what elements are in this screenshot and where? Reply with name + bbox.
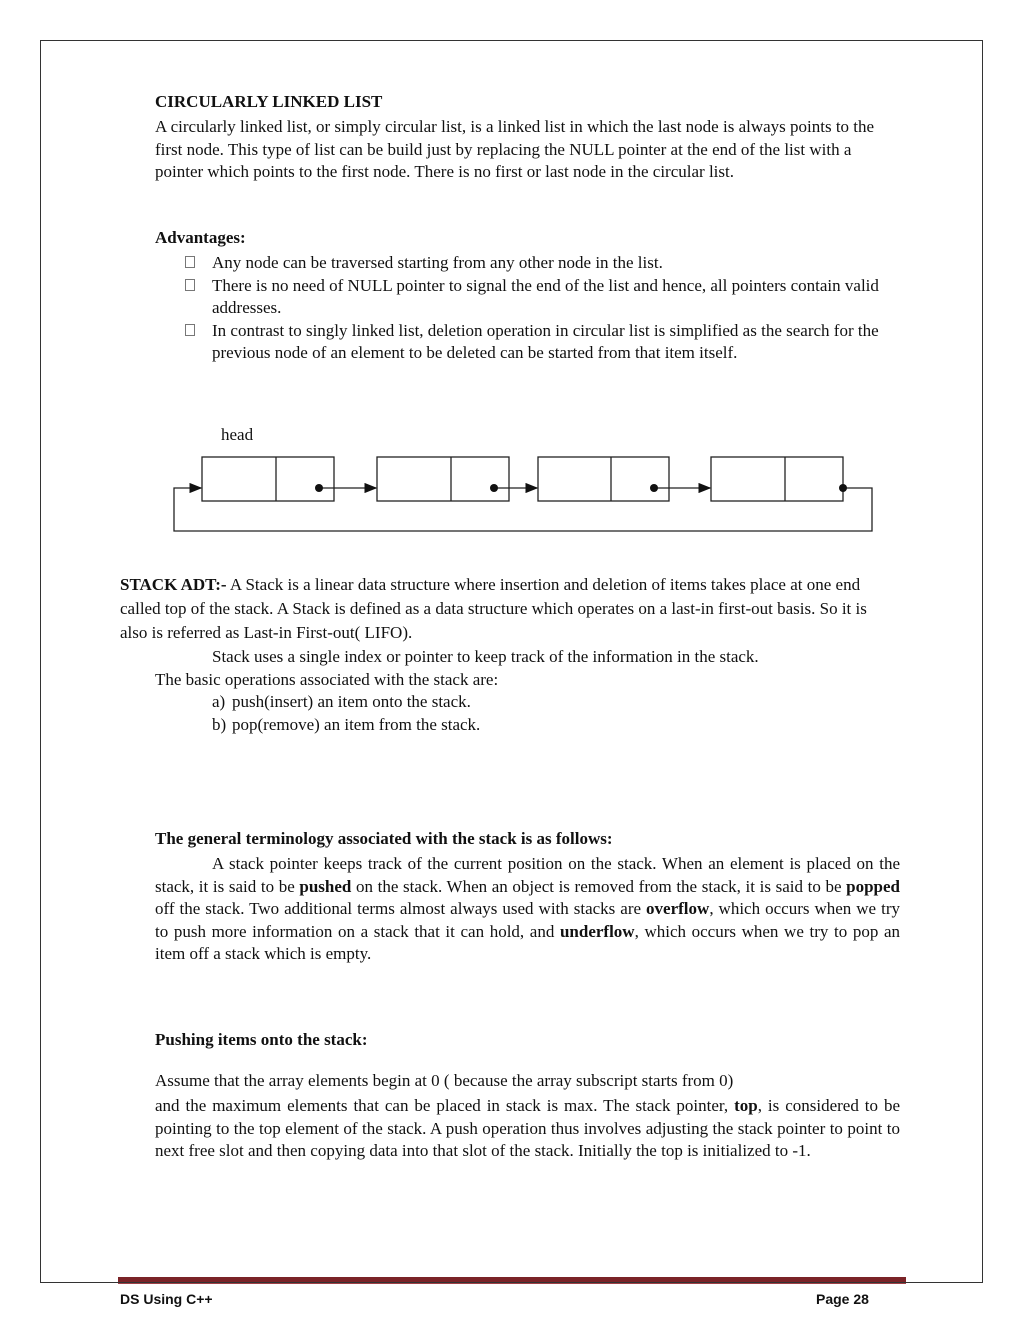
list-item: b) pop(remove) an item from the stack. bbox=[212, 714, 481, 734]
stack-pointer-text: Stack uses a single index or pointer to keep track of the information in the stack. bbox=[212, 647, 759, 666]
head-label: head bbox=[221, 425, 254, 444]
node-4 bbox=[711, 457, 843, 501]
node-2 bbox=[377, 457, 509, 501]
pushing-line1: Assume that the array elements begin at 0 ( because the array subscript starts from 0) bbox=[155, 1071, 734, 1090]
circular-list-diagram bbox=[0, 0, 1024, 560]
stack-ops-intro: The basic operations associated with the stack are: bbox=[155, 670, 499, 689]
terminology-heading: The general terminology associated with the stack is as follows: bbox=[155, 829, 613, 848]
footer-title: DS Using C++ bbox=[120, 1291, 213, 1307]
stack-heading: STACK ADT:- bbox=[120, 575, 227, 594]
list-item: Any node can be traversed starting from any other node in the list. bbox=[185, 252, 900, 275]
circular-intro: A circularly linked list, or simply circular list, is a linked list in which the last node is always points to the first node. This type of list can be build just by replacing the NULL pointer at the end of the list with a pointer which points to the first node. There is no first or last node in the circular list. bbox=[155, 117, 875, 181]
list-item: a) push(insert) an item onto the stack. bbox=[212, 692, 471, 711]
stack-intro-paragraph: STACK ADT:- A Stack is a linear data structure where insertion and deletion of items takes place at one end called top of the stack. A Stack is defined as a data structure which operates on a last-in first-out basis. So it is also is referred as Last-in First-out( LIFO). bbox=[120, 575, 867, 642]
page-number: Page 28 bbox=[816, 1291, 869, 1307]
stack-ops-list bbox=[212, 691, 480, 736]
pushing-paragraph: and the maximum elements that can be placed in stack is max. The stack pointer, top, is considered to be pointing to the top element of the stack. A push operation thus involves adjusting the stack pointer to point to next free slot and then copying data into that slot of the stack. Initially the top is initialized to -1. bbox=[155, 1096, 901, 1160]
footer-bar bbox=[118, 1277, 906, 1282]
pushing-heading: Pushing items onto the stack: bbox=[155, 1030, 368, 1049]
circular-heading: CIRCULARLY LINKED LIST bbox=[155, 92, 383, 111]
list-item: In contrast to singly linked list, deletion operation in circular list is simplified as the search for the previous node of an element to be deleted can be started from that item itself. bbox=[185, 320, 900, 365]
node-1 bbox=[202, 457, 334, 501]
node-3 bbox=[538, 457, 669, 501]
list-item: There is no need of NULL pointer to signal the end of the list and hence, all pointers contain valid addresses. bbox=[185, 275, 900, 320]
terminology-paragraph: A stack pointer keeps track of the current position on the stack. When an element is placed on the stack, it is said to be pushed on the stack. When an object is removed from the stack, it is said to be popped off the stack. Two additional terms almost always used with stacks are overflow, which occurs when we try to push more information on a stack that it can hold, and underflow, which occurs when we try to pop an item off a stack which is empty. bbox=[155, 854, 900, 963]
footer-rule bbox=[118, 1283, 906, 1284]
advantages-heading: Advantages: bbox=[155, 228, 246, 247]
